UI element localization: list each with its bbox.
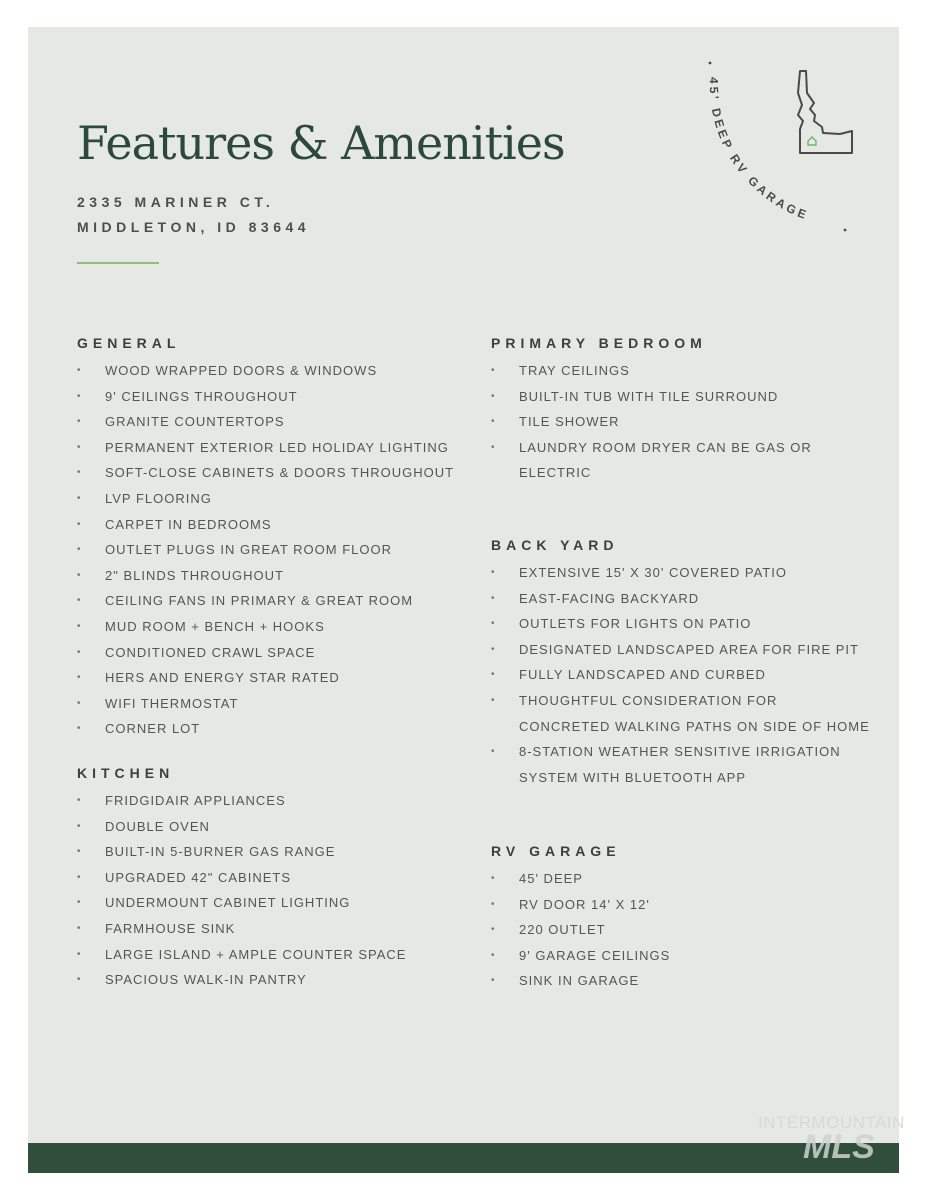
list-item: • FRIDGIDAIR APPLIANCES: [77, 788, 406, 814]
section-title-back-yard: BACK YARD: [491, 537, 619, 553]
section-general: [77, 334, 454, 742]
section-primary-bedroom: [491, 334, 812, 486]
list-item: • OUTLETS FOR LIGHTS ON PATIO: [491, 611, 870, 637]
list-item: • CEILING FANS IN PRIMARY & GREAT ROOM: [77, 588, 454, 614]
list-item: • TILE SHOWER: [491, 409, 812, 435]
badge-dot-start: [709, 62, 712, 65]
list-item: • SOFT-CLOSE CABINETS & DOORS THROUGHOUT: [77, 460, 454, 486]
mls-watermark-logo: MLS: [803, 1128, 875, 1166]
mls-watermark-text: INTERMOUNTAIN: [758, 1113, 905, 1132]
idaho-state-house-icon: [798, 71, 852, 153]
list-item: • CARPET IN BEDROOMS: [77, 512, 454, 538]
general-list: [77, 358, 454, 742]
list-item: • CONDITIONED CRAWL SPACE: [77, 640, 454, 666]
footer-bar: [28, 1143, 899, 1173]
list-item: • TRAY CEILINGS: [491, 358, 812, 384]
page-title: Features & Amenities: [77, 116, 565, 170]
list-item: • MUD ROOM + BENCH + HOOKS: [77, 614, 454, 640]
list-item: • LVP FLOORING: [77, 486, 454, 512]
list-item: • WOOD WRAPPED DOORS & WINDOWS: [77, 358, 454, 384]
section-back-yard: [491, 536, 870, 790]
primary-bedroom-list: [491, 358, 812, 486]
address-street: 2335 MARINER CT.: [77, 194, 275, 210]
list-item: SYSTEM WITH BLUETOOTH APP: [519, 769, 747, 785]
list-item: • EXTENSIVE 15' X 30' COVERED PATIO: [491, 560, 870, 586]
section-title-kitchen: KITCHEN: [77, 765, 175, 781]
rv-garage-list: [491, 866, 670, 994]
list-item: ELECTRIC: [519, 465, 592, 481]
rv-garage-badge: [690, 55, 870, 245]
list-item: • UNDERMOUNT CABINET LIGHTING: [77, 890, 406, 916]
list-item: • 9' GARAGE CEILINGS: [491, 943, 670, 969]
list-item: • UPGRADED 42" CABINETS: [77, 865, 406, 891]
list-item: • LARGE ISLAND + AMPLE COUNTER SPACE: [77, 942, 406, 968]
list-item: • OUTLET PLUGS IN GREAT ROOM FLOOR: [77, 537, 454, 563]
list-item: • LAUNDRY ROOM DRYER CAN BE GAS OR: [491, 435, 812, 461]
list-item: • DESIGNATED LANDSCAPED AREA FOR FIRE PIT: [491, 637, 870, 663]
list-item: • PERMANENT EXTERIOR LED HOLIDAY LIGHTING: [77, 435, 454, 461]
list-item: • HERS AND ENERGY STAR RATED: [77, 665, 454, 691]
back-yard-list: [491, 560, 870, 790]
address-city: MIDDLETON, ID 83644: [77, 219, 311, 235]
list-item: • 2" BLINDS THROUGHOUT: [77, 563, 454, 589]
list-item: • CORNER LOT: [77, 716, 454, 742]
list-item: CONCRETED WALKING PATHS ON SIDE OF HOME: [519, 718, 870, 734]
list-item: • THOUGHTFUL CONSIDERATION FOR: [491, 688, 870, 714]
list-item: • BUILT-IN 5-BURNER GAS RANGE: [77, 839, 406, 865]
list-item: • EAST-FACING BACKYARD: [491, 586, 870, 612]
list-item: • 8-STATION WEATHER SENSITIVE IRRIGATION: [491, 739, 870, 765]
list-item: • BUILT-IN TUB WITH TILE SURROUND: [491, 384, 812, 410]
list-item: • GRANITE COUNTERTOPS: [77, 409, 454, 435]
section-title-rv-garage: RV GARAGE: [491, 843, 621, 859]
list-item: • 45' DEEP: [491, 866, 670, 892]
list-item: • SPACIOUS WALK-IN PANTRY: [77, 967, 406, 993]
badge-dot-end: [844, 229, 847, 232]
kitchen-list: [77, 788, 406, 993]
section-rv-garage: [491, 842, 670, 994]
section-title-primary-bedroom: PRIMARY BEDROOM: [491, 335, 707, 351]
list-item: • FARMHOUSE SINK: [77, 916, 406, 942]
badge-text: [707, 77, 811, 223]
section-kitchen: [77, 764, 406, 993]
list-item: • RV DOOR 14' X 12': [491, 892, 670, 918]
badge-text-path: 45' DEEP RV GARAGE: [706, 76, 811, 223]
list-item: • 9' CEILINGS THROUGHOUT: [77, 384, 454, 410]
section-title-general: GENERAL: [77, 335, 181, 351]
list-item: • SINK IN GARAGE: [491, 968, 670, 994]
list-item: • 220 OUTLET: [491, 917, 670, 943]
list-item: • FULLY LANDSCAPED AND CURBED: [491, 662, 870, 688]
list-item: • WIFI THERMOSTAT: [77, 691, 454, 717]
list-item: • DOUBLE OVEN: [77, 814, 406, 840]
accent-divider: [77, 262, 159, 264]
